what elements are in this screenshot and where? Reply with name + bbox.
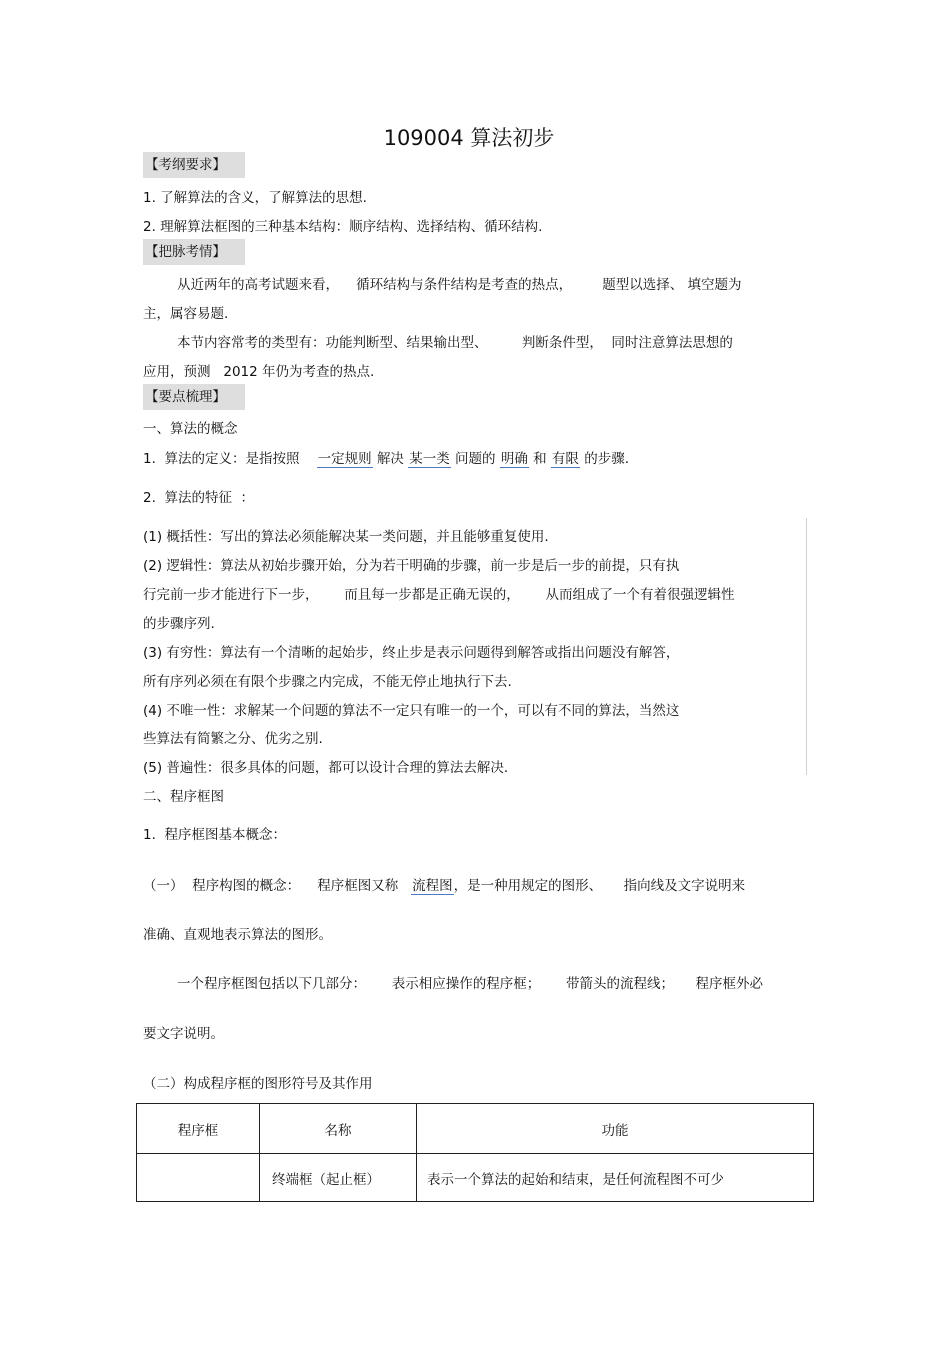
exam-analysis-p1-line2: 主，属容易题.: [143, 306, 229, 322]
feature-line-8: 些算法有简繁之分、优劣之别.: [143, 731, 323, 747]
heading-algorithm-concept: 一、算法的概念: [143, 421, 238, 437]
definition-mid-2: 问题的: [455, 451, 496, 467]
underlined-term-class: 某一类: [409, 451, 450, 467]
definition-suffix: 的步骤.: [584, 451, 630, 467]
feature-heading: 2. 算法的特征 ：: [143, 490, 255, 506]
concept-prefix: （一） 程序构图的概念： 程序框图又称: [143, 878, 412, 894]
flowchart-concept-line2: 准确、直观地表示算法的图形。: [143, 927, 332, 943]
exam-analysis-p1-line1: 从近两年的高考试题来看， 循环结构与条件结构是考查的热点， 题型以选择、 填空题为: [177, 277, 742, 293]
requirement-item-2: 2. 理解算法框图的三种基本结构：顺序结构、选择结构、循环结构.: [143, 219, 543, 235]
definition-and: 和: [533, 451, 547, 467]
table-header-function: 功能: [417, 1104, 814, 1154]
definition-prefix: 1. 算法的定义：是指按照: [143, 451, 317, 467]
table-row: [137, 1154, 814, 1202]
underlined-term-flowchart: 流程图: [412, 878, 453, 894]
feature-line-9: (5) 普遍性：很多具体的问题，都可以设计合理的算法去解决.: [143, 760, 509, 776]
feature-line-5: (3) 有穷性：算法有一个清晰的起始步，终止步是表示问题得到解答或指出问题没有解答，: [143, 645, 680, 661]
flowchart-symbol-table: [136, 1103, 814, 1202]
concept-suffix: ，是一种用规定的图形、 指向线及文字说明来: [453, 878, 746, 894]
requirement-item-1: 1. 了解算法的含义，了解算法的思想.: [143, 190, 367, 206]
feature-line-6: 所有序列必须在有限个步骤之内完成，不能无停止地执行下去.: [143, 674, 512, 690]
table-cell-function: 表示一个算法的起始和结束，是任何流程图不可少: [417, 1154, 814, 1202]
underlined-term-rule: 一定规则: [317, 451, 372, 467]
section-tag-yaodian: 【要点梳理】: [143, 384, 245, 410]
feature-line-7: (4) 不唯一性：求解某一个问题的算法不一定只有唯一的一个，可以有不同的算法，当然这: [143, 703, 680, 719]
flowchart-basic-concept: 1. 程序框图基本概念：: [143, 827, 286, 843]
heading-flowchart: 二、程序框图: [143, 789, 224, 805]
flowchart-parts-line2: 要文字说明。: [143, 1026, 224, 1042]
flowchart-parts-line1: 一个程序框图包括以下几部分： 表示相应操作的程序框； 带箭头的流程线； 程序框外必: [177, 976, 763, 992]
feature-line-1: (1) 概括性：写出的算法必须能解决某一类问题，并且能够重复使用.: [143, 529, 549, 545]
section-tag-kaogang: 【考纲要求】: [143, 152, 245, 178]
definition-mid-1: 解决: [376, 451, 404, 467]
section-tag-bamai: 【把脉考情】: [143, 239, 245, 265]
underlined-term-finite: 有限: [551, 451, 579, 467]
exam-analysis-p2-line1: 本节内容常考的类型有：功能判断型、结果输出型、 判断条件型， 同时注意算法思想的: [177, 335, 733, 351]
symbol-table-caption: （二）构成程序框的图形符号及其作用: [143, 1076, 373, 1092]
flowchart-concept-line1: [143, 874, 745, 894]
feature-line-2: (2) 逻辑性：算法从初始步骤开始，分为若干明确的步骤，前一步是后一步的前提，只有执: [143, 558, 680, 574]
table-header-name: 名称: [260, 1104, 417, 1154]
exam-analysis-p2-line2: 应用，预测 2012 年仍为考查的热点.: [143, 364, 375, 380]
feature-line-3: 行完前一步才能进行下一步， 而且每一步都是正确无误的， 从而组成了一个有着很强逻辑性: [143, 587, 735, 603]
underlined-term-clear: 明确: [500, 451, 528, 467]
feature-block-divider: [806, 518, 807, 775]
table-cell-name: 终端框（起止框）: [260, 1154, 417, 1202]
document-title: 109004 算法初步: [383, 126, 555, 150]
feature-line-4: 的步骤序列.: [143, 616, 215, 632]
table-cell-symbol: [137, 1154, 260, 1202]
algorithm-definition: [143, 447, 629, 467]
table-header-symbol: 程序框: [137, 1104, 260, 1154]
table-header-row: [137, 1104, 814, 1154]
